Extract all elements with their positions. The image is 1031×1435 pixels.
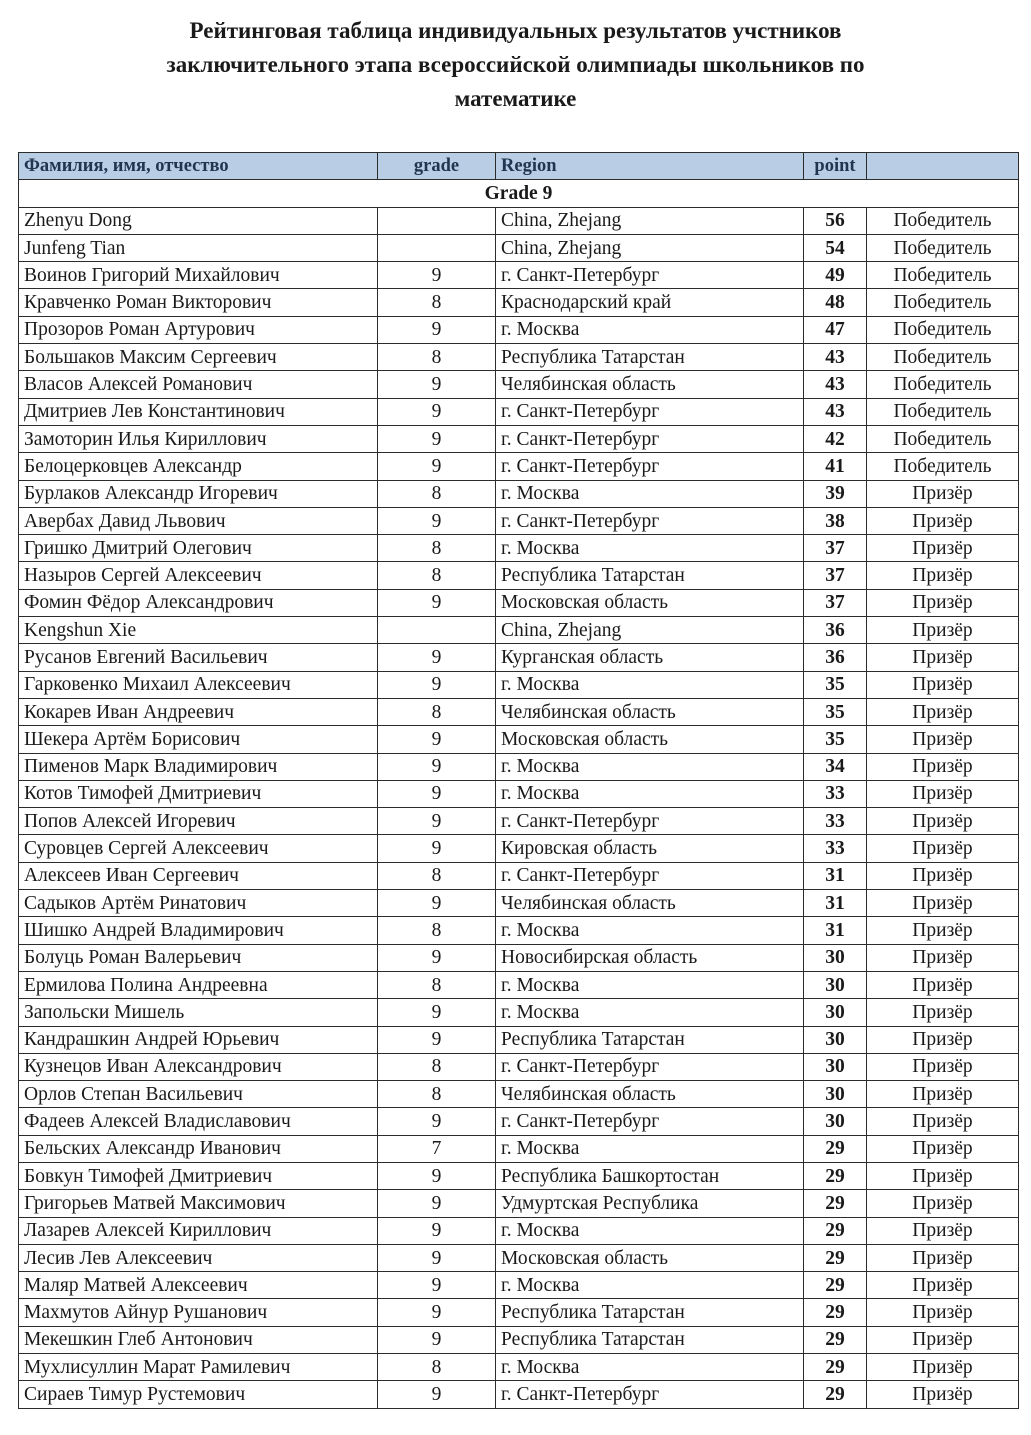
cell-status: Призёр [867, 890, 1019, 917]
cell-status: Призёр [867, 671, 1019, 698]
cell-grade: 9 [378, 835, 496, 862]
cell-grade: 8 [378, 344, 496, 371]
cell-region: Республика Татарстан [496, 1299, 804, 1326]
cell-name: Большаков Максим Сергеевич [19, 344, 378, 371]
cell-region: Республика Татарстан [496, 562, 804, 589]
cell-point: 49 [804, 262, 867, 289]
cell-grade: 9 [378, 999, 496, 1026]
cell-region: Московская область [496, 726, 804, 753]
table-row [19, 644, 1019, 671]
cell-name: Суровцев Сергей Алексеевич [19, 835, 378, 862]
cell-name: Махмутов Айнур Рушанович [19, 1299, 378, 1326]
table-row [19, 535, 1019, 562]
cell-grade: 8 [378, 917, 496, 944]
cell-name: Назыров Сергей Алексеевич [19, 562, 378, 589]
cell-status: Призёр [867, 971, 1019, 998]
results-table [18, 152, 1019, 1409]
cell-point: 56 [804, 207, 867, 234]
cell-region: Республика Татарстан [496, 1326, 804, 1353]
table-row [19, 262, 1019, 289]
table-row [19, 890, 1019, 917]
cell-name: Запольски Мишель [19, 999, 378, 1026]
cell-name: Фомин Фёдор Александрович [19, 589, 378, 616]
cell-point: 29 [804, 1162, 867, 1189]
cell-status: Призёр [867, 1108, 1019, 1135]
cell-region: г. Санкт-Петербург [496, 398, 804, 425]
cell-region: г. Санкт-Петербург [496, 425, 804, 452]
cell-region: г. Москва [496, 535, 804, 562]
table-row [19, 316, 1019, 343]
cell-name: Белоцерковцев Александр [19, 453, 378, 480]
cell-region: Челябинская область [496, 698, 804, 725]
cell-status: Победитель [867, 344, 1019, 371]
cell-grade: 9 [378, 507, 496, 534]
cell-name: Маляр Матвей Алексеевич [19, 1272, 378, 1299]
header-grade: grade [378, 153, 496, 180]
cell-region: Челябинская область [496, 890, 804, 917]
cell-grade: 8 [378, 289, 496, 316]
cell-status: Победитель [867, 262, 1019, 289]
table-row [19, 453, 1019, 480]
cell-status: Призёр [867, 1381, 1019, 1408]
table-row [19, 726, 1019, 753]
cell-status: Призёр [867, 1299, 1019, 1326]
cell-name: Бовкун Тимофей Дмитриевич [19, 1162, 378, 1189]
cell-grade: 8 [378, 971, 496, 998]
cell-status: Призёр [867, 808, 1019, 835]
cell-region: Московская область [496, 1244, 804, 1271]
cell-grade: 9 [378, 1217, 496, 1244]
cell-grade: 8 [378, 480, 496, 507]
cell-grade: 8 [378, 1081, 496, 1108]
cell-point: 30 [804, 1053, 867, 1080]
cell-grade: 9 [378, 944, 496, 971]
cell-point: 30 [804, 944, 867, 971]
cell-grade: 9 [378, 1299, 496, 1326]
table-row [19, 1162, 1019, 1189]
cell-region: г. Санкт-Петербург [496, 1108, 804, 1135]
cell-point: 29 [804, 1299, 867, 1326]
cell-name: Авербах Давид Львович [19, 507, 378, 534]
cell-region: China, Zhejang [496, 207, 804, 234]
cell-point: 47 [804, 316, 867, 343]
cell-grade: 8 [378, 698, 496, 725]
cell-region: г. Санкт-Петербург [496, 862, 804, 889]
cell-name: Шекера Артём Борисович [19, 726, 378, 753]
cell-name: Кузнецов Иван Александрович [19, 1053, 378, 1080]
cell-status: Победитель [867, 371, 1019, 398]
title-line-1: Рейтинговая таблица индивидуальных результатов учстников [189, 18, 842, 43]
cell-point: 34 [804, 753, 867, 780]
cell-name: Котов Тимофей Дмитриевич [19, 780, 378, 807]
cell-grade [378, 234, 496, 261]
table-row [19, 862, 1019, 889]
table-row [19, 234, 1019, 261]
table-row [19, 1217, 1019, 1244]
header-name: Фамилия, имя, отчество [19, 153, 378, 180]
cell-grade: 9 [378, 1272, 496, 1299]
cell-name: Junfeng Tian [19, 234, 378, 261]
cell-region: г. Москва [496, 971, 804, 998]
cell-grade: 9 [378, 1326, 496, 1353]
cell-region: г. Москва [496, 480, 804, 507]
cell-point: 30 [804, 971, 867, 998]
cell-grade: 9 [378, 1026, 496, 1053]
cell-name: Ермилова Полина Андреевна [19, 971, 378, 998]
cell-name: Мекешкин Глеб Антонович [19, 1326, 378, 1353]
cell-name: Фадеев Алексей Владиславович [19, 1108, 378, 1135]
cell-region: г. Москва [496, 1135, 804, 1162]
cell-status: Победитель [867, 398, 1019, 425]
table-row [19, 1272, 1019, 1299]
cell-region: г. Санкт-Петербург [496, 453, 804, 480]
cell-name: Zhenyu Dong [19, 207, 378, 234]
table-row [19, 289, 1019, 316]
table-row [19, 1026, 1019, 1053]
cell-name: Орлов Степан Васильевич [19, 1081, 378, 1108]
cell-region: Курганская область [496, 644, 804, 671]
cell-region: Краснодарский край [496, 289, 804, 316]
cell-region: г. Москва [496, 1354, 804, 1381]
table-row [19, 1135, 1019, 1162]
cell-status: Призёр [867, 1272, 1019, 1299]
cell-name: Григорьев Матвей Максимович [19, 1190, 378, 1217]
cell-region: Кировская область [496, 835, 804, 862]
cell-status: Победитель [867, 453, 1019, 480]
cell-point: 30 [804, 1108, 867, 1135]
cell-region: Республика Татарстан [496, 344, 804, 371]
cell-region: г. Москва [496, 1217, 804, 1244]
cell-status: Призёр [867, 753, 1019, 780]
cell-region: Челябинская область [496, 1081, 804, 1108]
group-label: Grade 9 [19, 180, 1019, 207]
cell-status: Призёр [867, 1053, 1019, 1080]
cell-name: Болуць Роман Валерьевич [19, 944, 378, 971]
cell-name: Лазарев Алексей Кириллович [19, 1217, 378, 1244]
cell-grade: 8 [378, 562, 496, 589]
table-row [19, 1299, 1019, 1326]
table-row [19, 835, 1019, 862]
cell-grade: 9 [378, 671, 496, 698]
table-row [19, 1108, 1019, 1135]
cell-name: Кандрашкин Андрей Юрьевич [19, 1026, 378, 1053]
cell-grade: 9 [378, 262, 496, 289]
document-title [0, 14, 1031, 116]
cell-status: Призёр [867, 1026, 1019, 1053]
cell-grade: 8 [378, 535, 496, 562]
cell-status: Победитель [867, 234, 1019, 261]
cell-grade: 9 [378, 589, 496, 616]
cell-point: 43 [804, 398, 867, 425]
cell-name: Гарковенко Михаил Алексеевич [19, 671, 378, 698]
group-row [19, 180, 1019, 207]
cell-status: Призёр [867, 562, 1019, 589]
cell-grade: 9 [378, 1244, 496, 1271]
table-row [19, 917, 1019, 944]
table-row [19, 698, 1019, 725]
cell-status: Победитель [867, 425, 1019, 452]
cell-grade: 7 [378, 1135, 496, 1162]
cell-region: Удмуртская Республика [496, 1190, 804, 1217]
table-row [19, 1381, 1019, 1408]
cell-status: Победитель [867, 207, 1019, 234]
cell-grade: 9 [378, 316, 496, 343]
table-row [19, 1326, 1019, 1353]
cell-status: Призёр [867, 644, 1019, 671]
cell-status: Призёр [867, 617, 1019, 644]
cell-point: 41 [804, 453, 867, 480]
cell-grade [378, 617, 496, 644]
cell-name: Алексеев Иван Сергеевич [19, 862, 378, 889]
cell-status: Призёр [867, 862, 1019, 889]
table-row [19, 1053, 1019, 1080]
cell-status: Призёр [867, 1354, 1019, 1381]
cell-status: Призёр [867, 780, 1019, 807]
cell-region: г. Москва [496, 780, 804, 807]
cell-region: г. Санкт-Петербург [496, 808, 804, 835]
cell-grade: 8 [378, 1053, 496, 1080]
cell-point: 29 [804, 1354, 867, 1381]
cell-status: Призёр [867, 944, 1019, 971]
cell-point: 35 [804, 726, 867, 753]
cell-status: Победитель [867, 316, 1019, 343]
cell-point: 33 [804, 780, 867, 807]
cell-region: Республика Татарстан [496, 1026, 804, 1053]
table-row [19, 1081, 1019, 1108]
header-region: Region [496, 153, 804, 180]
cell-point: 31 [804, 917, 867, 944]
cell-point: 29 [804, 1135, 867, 1162]
table-row [19, 480, 1019, 507]
cell-grade [378, 207, 496, 234]
table-row [19, 207, 1019, 234]
table-row [19, 1354, 1019, 1381]
cell-region: Новосибирская область [496, 944, 804, 971]
cell-status: Победитель [867, 289, 1019, 316]
cell-region: г. Москва [496, 671, 804, 698]
cell-status: Призёр [867, 917, 1019, 944]
cell-name: Русанов Евгений Васильевич [19, 644, 378, 671]
title-line-2: заключительного этапа всероссийской олимпиады школьников по [166, 52, 865, 77]
cell-status: Призёр [867, 1217, 1019, 1244]
cell-point: 31 [804, 890, 867, 917]
cell-grade: 9 [378, 1162, 496, 1189]
cell-point: 37 [804, 535, 867, 562]
cell-point: 42 [804, 425, 867, 452]
cell-point: 33 [804, 835, 867, 862]
cell-name: Лесив Лев Алексеевич [19, 1244, 378, 1271]
cell-grade: 8 [378, 862, 496, 889]
cell-region: г. Москва [496, 999, 804, 1026]
cell-grade: 9 [378, 1190, 496, 1217]
cell-region: г. Санкт-Петербург [496, 262, 804, 289]
cell-point: 30 [804, 1026, 867, 1053]
cell-point: 48 [804, 289, 867, 316]
cell-region: г. Москва [496, 917, 804, 944]
cell-grade: 9 [378, 780, 496, 807]
table-row [19, 671, 1019, 698]
cell-status: Призёр [867, 1190, 1019, 1217]
table-row [19, 344, 1019, 371]
table-row [19, 1190, 1019, 1217]
table-row [19, 589, 1019, 616]
cell-point: 29 [804, 1381, 867, 1408]
cell-name: Кравченко Роман Викторович [19, 289, 378, 316]
table-row [19, 398, 1019, 425]
cell-point: 29 [804, 1244, 867, 1271]
cell-status: Призёр [867, 507, 1019, 534]
cell-grade: 9 [378, 371, 496, 398]
cell-grade: 8 [378, 1354, 496, 1381]
header-point: point [804, 153, 867, 180]
cell-point: 29 [804, 1217, 867, 1244]
table-row [19, 944, 1019, 971]
table-row [19, 1244, 1019, 1271]
cell-point: 30 [804, 999, 867, 1026]
cell-status: Призёр [867, 1135, 1019, 1162]
cell-point: 37 [804, 562, 867, 589]
cell-region: Челябинская область [496, 371, 804, 398]
cell-status: Призёр [867, 835, 1019, 862]
cell-grade: 9 [378, 1381, 496, 1408]
title-line-3: математике [454, 86, 577, 111]
cell-name: Шишко Андрей Владимирович [19, 917, 378, 944]
cell-region: China, Zhejang [496, 234, 804, 261]
cell-name: Гришко Дмитрий Олегович [19, 535, 378, 562]
cell-point: 39 [804, 480, 867, 507]
cell-status: Призёр [867, 1081, 1019, 1108]
cell-region: г. Санкт-Петербург [496, 1381, 804, 1408]
cell-status: Призёр [867, 726, 1019, 753]
table-row [19, 371, 1019, 398]
cell-point: 36 [804, 617, 867, 644]
cell-region: г. Москва [496, 1272, 804, 1299]
cell-region: Московская область [496, 589, 804, 616]
cell-point: 43 [804, 371, 867, 398]
cell-grade: 9 [378, 1108, 496, 1135]
table-row [19, 999, 1019, 1026]
table-row [19, 753, 1019, 780]
cell-name: Дмитриев Лев Константинович [19, 398, 378, 425]
cell-grade: 9 [378, 726, 496, 753]
table-row [19, 808, 1019, 835]
cell-grade: 9 [378, 808, 496, 835]
cell-name: Бурлаков Александр Игоревич [19, 480, 378, 507]
cell-status: Призёр [867, 999, 1019, 1026]
cell-point: 35 [804, 698, 867, 725]
table-row [19, 507, 1019, 534]
cell-name: Мухлисуллин Марат Рамилевич [19, 1354, 378, 1381]
cell-grade: 9 [378, 398, 496, 425]
header-status [867, 153, 1019, 180]
cell-name: Kengshun Xie [19, 617, 378, 644]
cell-name: Пименов Марк Владимирович [19, 753, 378, 780]
cell-point: 29 [804, 1190, 867, 1217]
cell-point: 29 [804, 1272, 867, 1299]
cell-grade: 9 [378, 644, 496, 671]
cell-status: Призёр [867, 535, 1019, 562]
table-row [19, 562, 1019, 589]
cell-grade: 9 [378, 453, 496, 480]
cell-point: 37 [804, 589, 867, 616]
cell-point: 31 [804, 862, 867, 889]
cell-name: Прозоров Роман Артурович [19, 316, 378, 343]
cell-point: 33 [804, 808, 867, 835]
cell-name: Сираев Тимур Рустемович [19, 1381, 378, 1408]
cell-region: г. Санкт-Петербург [496, 507, 804, 534]
cell-status: Призёр [867, 1162, 1019, 1189]
cell-name: Воинов Григорий Михайлович [19, 262, 378, 289]
cell-status: Призёр [867, 698, 1019, 725]
cell-point: 43 [804, 344, 867, 371]
cell-name: Садыков Артём Ринатович [19, 890, 378, 917]
table-header-row [19, 153, 1019, 180]
cell-point: 36 [804, 644, 867, 671]
cell-point: 35 [804, 671, 867, 698]
cell-name: Власов Алексей Романович [19, 371, 378, 398]
cell-region: г. Москва [496, 316, 804, 343]
table-row [19, 780, 1019, 807]
cell-region: г. Санкт-Петербург [496, 1053, 804, 1080]
cell-point: 30 [804, 1081, 867, 1108]
table-row [19, 617, 1019, 644]
table-row [19, 971, 1019, 998]
cell-grade: 9 [378, 753, 496, 780]
cell-region: г. Москва [496, 753, 804, 780]
cell-point: 54 [804, 234, 867, 261]
cell-region: China, Zhejang [496, 617, 804, 644]
cell-point: 38 [804, 507, 867, 534]
cell-status: Призёр [867, 1244, 1019, 1271]
cell-name: Попов Алексей Игоревич [19, 808, 378, 835]
cell-status: Призёр [867, 480, 1019, 507]
table-row [19, 425, 1019, 452]
cell-name: Бельских Александр Иванович [19, 1135, 378, 1162]
cell-grade: 9 [378, 425, 496, 452]
cell-point: 29 [804, 1326, 867, 1353]
cell-status: Призёр [867, 589, 1019, 616]
cell-name: Замоторин Илья Кириллович [19, 425, 378, 452]
cell-status: Призёр [867, 1326, 1019, 1353]
cell-name: Кокарев Иван Андреевич [19, 698, 378, 725]
cell-region: Республика Башкортостан [496, 1162, 804, 1189]
cell-grade: 9 [378, 890, 496, 917]
